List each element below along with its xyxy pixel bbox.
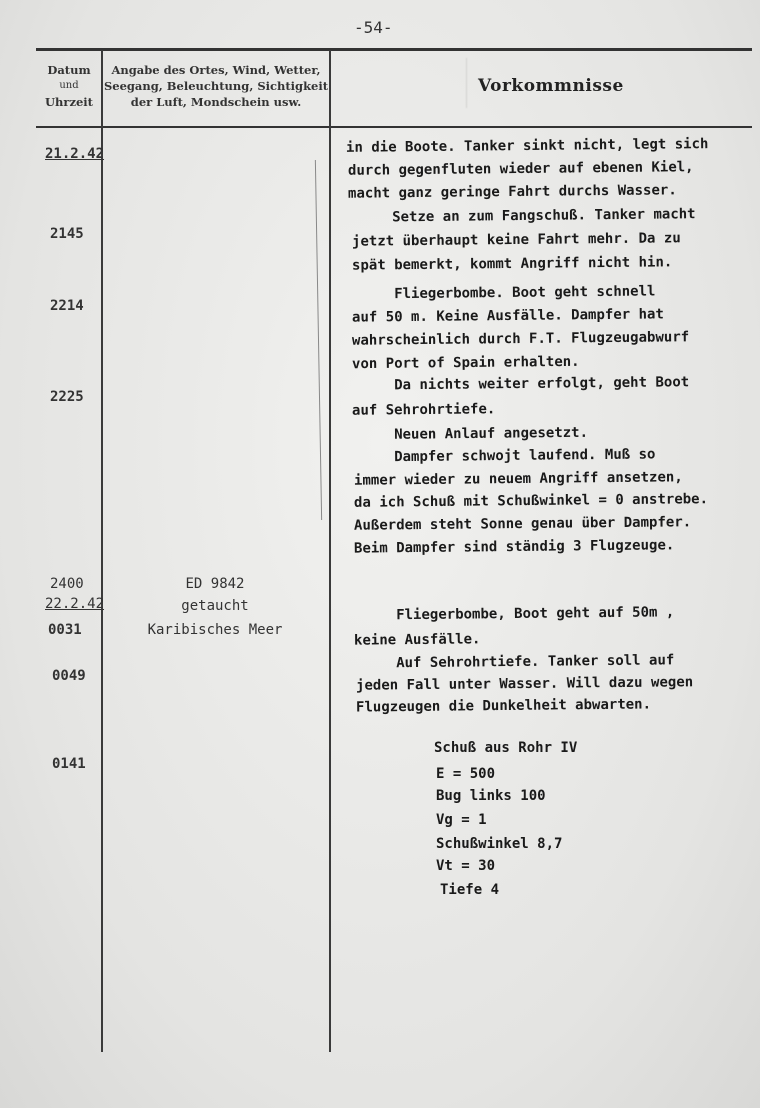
log-line: jeden Fall unter Wasser. Will dazu wegen <box>355 674 694 694</box>
log-line: Auf Sehrohrtiefe. Tanker soll auf <box>353 652 675 672</box>
log-line: wahrscheinlich durch F.T. Flugzeugabwurf <box>351 329 690 349</box>
shot-data-line: Vt = 30 <box>436 858 496 874</box>
log-line: durch gegenfluten wieder auf ebenen Kiel, <box>347 159 694 179</box>
log-line: auf Sehrohrtiefe. <box>351 401 496 419</box>
log-line: Fliegerbombe. Boot geht schnell <box>351 283 656 303</box>
shot-data-line: Schuß aus Rohr IV <box>434 740 578 756</box>
header-line: und <box>59 80 79 91</box>
log-line: in die Boote. Tanker sinkt nicht, legt sich <box>345 136 709 156</box>
date-entry: 22.2.42 <box>45 596 105 612</box>
sea-area: Karibisches Meer <box>147 622 283 638</box>
grid-square: ED 9842 <box>185 576 245 592</box>
time-entry: 0141 <box>52 756 86 772</box>
log-line: Außerdem steht Sonne genau über Dampfer. <box>353 514 692 534</box>
time-entry: 2400 <box>50 576 84 592</box>
log-line: da ich Schuß mit Schußwinkel = 0 anstrebe. <box>353 491 709 511</box>
header-line: Datum <box>47 63 91 77</box>
log-line: auf 50 m. Keine Ausfälle. Dampfer hat <box>351 306 664 326</box>
log-line: Fliegerbombe, Boot geht auf 50m , <box>353 604 675 624</box>
shot-data-line: Schußwinkel 8,7 <box>436 836 563 852</box>
header-date-time <box>36 62 102 110</box>
header-line: der Luft, Mondschein usw. <box>130 95 302 109</box>
log-line: Beim Dampfer sind ständig 3 Flugzeuge. <box>353 537 675 557</box>
shot-data-line: Tiefe 4 <box>440 882 500 898</box>
time-entry: 0049 <box>52 668 86 684</box>
table-top-rule <box>36 48 752 51</box>
header-bottom-rule <box>36 126 752 128</box>
shot-data-line: E = 500 <box>436 766 496 782</box>
header-line: Angabe des Ortes, Wind, Wetter, <box>111 63 321 77</box>
header-line: Seegang, Beleuchtung, Sichtigkeit <box>103 79 329 93</box>
log-line: Da nichts weiter erfolgt, geht Boot <box>351 374 690 394</box>
log-line: Setze an zum Fangschuß. Tanker macht <box>349 206 696 226</box>
header-location <box>103 62 329 110</box>
shot-data-line: Vg = 1 <box>436 812 487 828</box>
bleed-through-header <box>466 58 757 108</box>
log-line: macht ganz geringe Fahrt durchs Wasser. <box>347 182 677 202</box>
log-line: von Port of Spain erhalten. <box>351 353 580 373</box>
date-entry: 21.2.42 <box>45 146 105 162</box>
page-number: -54- <box>354 18 393 37</box>
log-line: jetzt überhaupt keine Fahrt mehr. Da zu <box>351 230 681 250</box>
log-line: spät bemerkt, kommt Angriff nicht hin. <box>351 254 673 274</box>
log-line: Flugzeugen die Dunkelheit abwarten. <box>355 696 652 716</box>
time-entry: 2214 <box>50 298 84 314</box>
log-line: Neuen Anlauf angesetzt. <box>351 424 589 444</box>
header-line: Uhrzeit <box>45 95 93 109</box>
log-line: keine Ausfälle. <box>353 631 481 649</box>
pencil-line <box>315 160 322 520</box>
log-line: Dampfer schwojt laufend. Muß so <box>351 446 656 466</box>
header-events: Vorkommnisse <box>478 76 624 96</box>
boat-status: getaucht <box>181 598 249 614</box>
time-entry: 2145 <box>50 226 84 242</box>
time-entry: 2225 <box>50 389 84 405</box>
log-line: immer wieder zu neuem Angriff ansetzen, <box>353 469 683 489</box>
shot-data-line: Bug links 100 <box>436 788 546 804</box>
column-divider-1 <box>101 50 103 1052</box>
column-divider-2 <box>329 50 331 1052</box>
time-entry: 0031 <box>48 622 82 638</box>
